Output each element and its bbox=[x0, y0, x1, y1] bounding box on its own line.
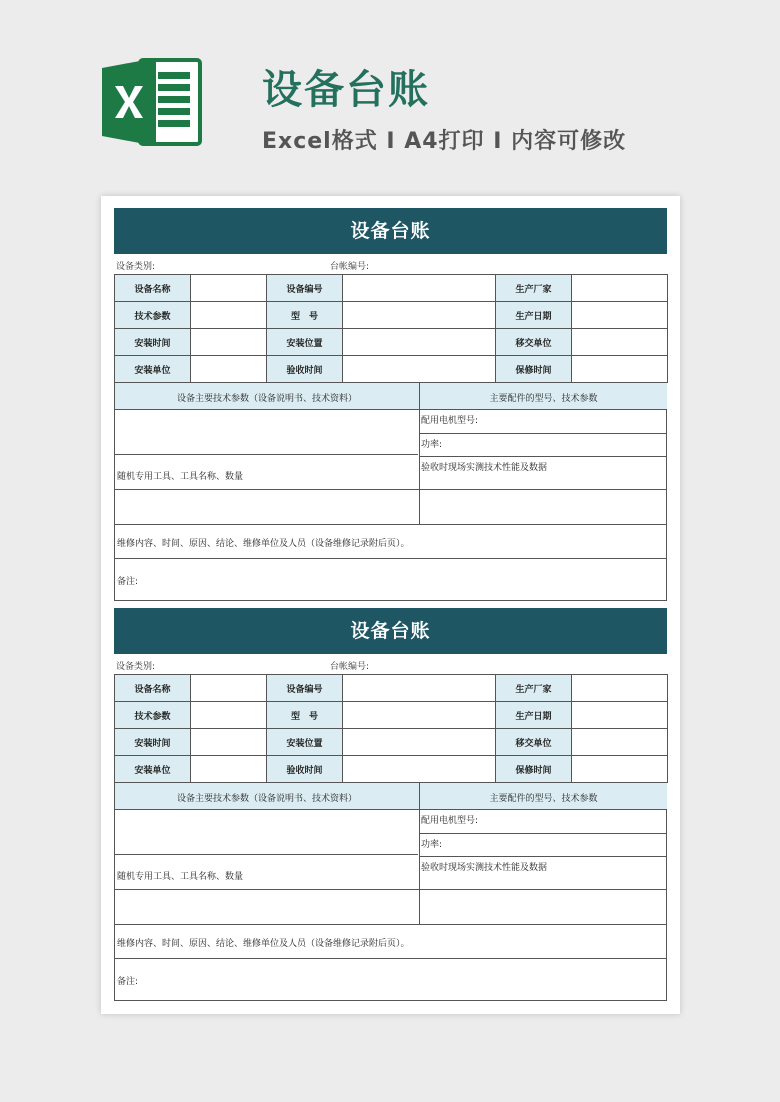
label-cell: 设备名称 bbox=[115, 675, 191, 702]
value-cell[interactable] bbox=[572, 329, 668, 356]
page-subtitle: Excel格式 Ⅰ A4打印 Ⅰ 内容可修改 bbox=[262, 129, 627, 154]
table-row bbox=[115, 356, 668, 383]
info-table bbox=[114, 674, 668, 783]
label-cell: 安装位置 bbox=[267, 329, 343, 356]
value-cell[interactable] bbox=[343, 702, 496, 729]
label-cell: 设备名称 bbox=[115, 275, 191, 302]
sheet-meta bbox=[114, 254, 667, 274]
value-cell[interactable] bbox=[343, 675, 496, 702]
motor-model-label: 配用电机型号: bbox=[421, 416, 479, 426]
acceptance-label: 验收时现场实测技术性能及数据 bbox=[421, 463, 548, 473]
table-row bbox=[115, 756, 668, 783]
maintenance-label: 维修内容、时间、原因、结论、维修单位及人员（设备维修记录附后页）。 bbox=[117, 939, 410, 949]
label-cell: 型 号 bbox=[267, 302, 343, 329]
value-cell[interactable] bbox=[343, 275, 496, 302]
label-cell: 型 号 bbox=[267, 702, 343, 729]
value-cell[interactable] bbox=[343, 356, 496, 383]
label-cell: 验收时间 bbox=[267, 356, 343, 383]
value-cell[interactable] bbox=[572, 302, 668, 329]
value-cell[interactable] bbox=[191, 302, 267, 329]
table-row bbox=[115, 675, 668, 702]
ledger-sheet-2 bbox=[114, 608, 667, 1001]
maintenance-label: 维修内容、时间、原因、结论、维修单位及人员（设备维修记录附后页）。 bbox=[117, 539, 410, 549]
value-cell[interactable] bbox=[191, 675, 267, 702]
table-row bbox=[115, 729, 668, 756]
details-section bbox=[114, 783, 667, 1001]
category-label: 设备类别: bbox=[116, 662, 156, 672]
main-params-header: 设备主要技术参数（设备说明书、技术资料） bbox=[176, 794, 357, 804]
label-cell: 生产日期 bbox=[496, 702, 572, 729]
main-params-header: 设备主要技术参数（设备说明书、技术资料） bbox=[176, 394, 357, 404]
label-cell: 移交单位 bbox=[496, 329, 572, 356]
tools-label: 随机专用工具、工具名称、数量 bbox=[117, 872, 244, 882]
value-cell[interactable] bbox=[572, 729, 668, 756]
table-row bbox=[115, 329, 668, 356]
details-section bbox=[114, 383, 667, 601]
motor-model-label: 配用电机型号: bbox=[421, 816, 479, 826]
info-table bbox=[114, 274, 668, 383]
parts-params-header: 主要配件的型号、技术参数 bbox=[489, 394, 598, 404]
value-cell[interactable] bbox=[343, 729, 496, 756]
paper-sheet bbox=[101, 196, 680, 1014]
label-cell: 生产日期 bbox=[496, 302, 572, 329]
table-row bbox=[115, 702, 668, 729]
label-cell: 生产厂家 bbox=[496, 275, 572, 302]
label-cell: 移交单位 bbox=[496, 729, 572, 756]
label-cell: 保修时间 bbox=[496, 756, 572, 783]
label-cell: 安装时间 bbox=[115, 329, 191, 356]
value-cell[interactable] bbox=[191, 356, 267, 383]
label-cell: 安装单位 bbox=[115, 356, 191, 383]
value-cell[interactable] bbox=[572, 356, 668, 383]
table-row bbox=[115, 302, 668, 329]
parts-params-header: 主要配件的型号、技术参数 bbox=[489, 794, 598, 804]
label-cell: 技术参数 bbox=[115, 702, 191, 729]
value-cell[interactable] bbox=[191, 702, 267, 729]
tools-label: 随机专用工具、工具名称、数量 bbox=[117, 472, 244, 482]
value-cell[interactable] bbox=[191, 275, 267, 302]
ledger-sheet-1 bbox=[114, 208, 667, 601]
remarks-label: 备注: bbox=[117, 977, 139, 987]
value-cell[interactable] bbox=[572, 756, 668, 783]
value-cell[interactable] bbox=[191, 729, 267, 756]
excel-icon bbox=[102, 56, 202, 148]
label-cell: 安装位置 bbox=[267, 729, 343, 756]
value-cell[interactable] bbox=[191, 756, 267, 783]
value-cell[interactable] bbox=[343, 756, 496, 783]
value-cell[interactable] bbox=[191, 329, 267, 356]
page-title: 设备台账 bbox=[262, 67, 430, 113]
power-label: 功率: bbox=[421, 840, 443, 850]
table-row bbox=[115, 275, 668, 302]
value-cell[interactable] bbox=[343, 302, 496, 329]
power-label: 功率: bbox=[421, 440, 443, 450]
value-cell[interactable] bbox=[572, 675, 668, 702]
header bbox=[0, 0, 780, 195]
value-cell[interactable] bbox=[572, 702, 668, 729]
sheet-banner: 设备台账 bbox=[114, 208, 667, 254]
category-label: 设备类别: bbox=[116, 262, 156, 272]
sheet-meta bbox=[114, 654, 667, 674]
label-cell: 技术参数 bbox=[115, 302, 191, 329]
sheet-banner: 设备台账 bbox=[114, 608, 667, 654]
value-cell[interactable] bbox=[343, 329, 496, 356]
label-cell: 保修时间 bbox=[496, 356, 572, 383]
label-cell: 安装时间 bbox=[115, 729, 191, 756]
label-cell: 生产厂家 bbox=[496, 675, 572, 702]
acceptance-label: 验收时现场实测技术性能及数据 bbox=[421, 863, 548, 873]
label-cell: 验收时间 bbox=[267, 756, 343, 783]
remarks-label: 备注: bbox=[117, 577, 139, 587]
ledger-number-label: 台帐编号: bbox=[330, 662, 370, 672]
label-cell: 安装单位 bbox=[115, 756, 191, 783]
label-cell: 设备编号 bbox=[267, 675, 343, 702]
ledger-number-label: 台帐编号: bbox=[330, 262, 370, 272]
value-cell[interactable] bbox=[572, 275, 668, 302]
label-cell: 设备编号 bbox=[267, 275, 343, 302]
